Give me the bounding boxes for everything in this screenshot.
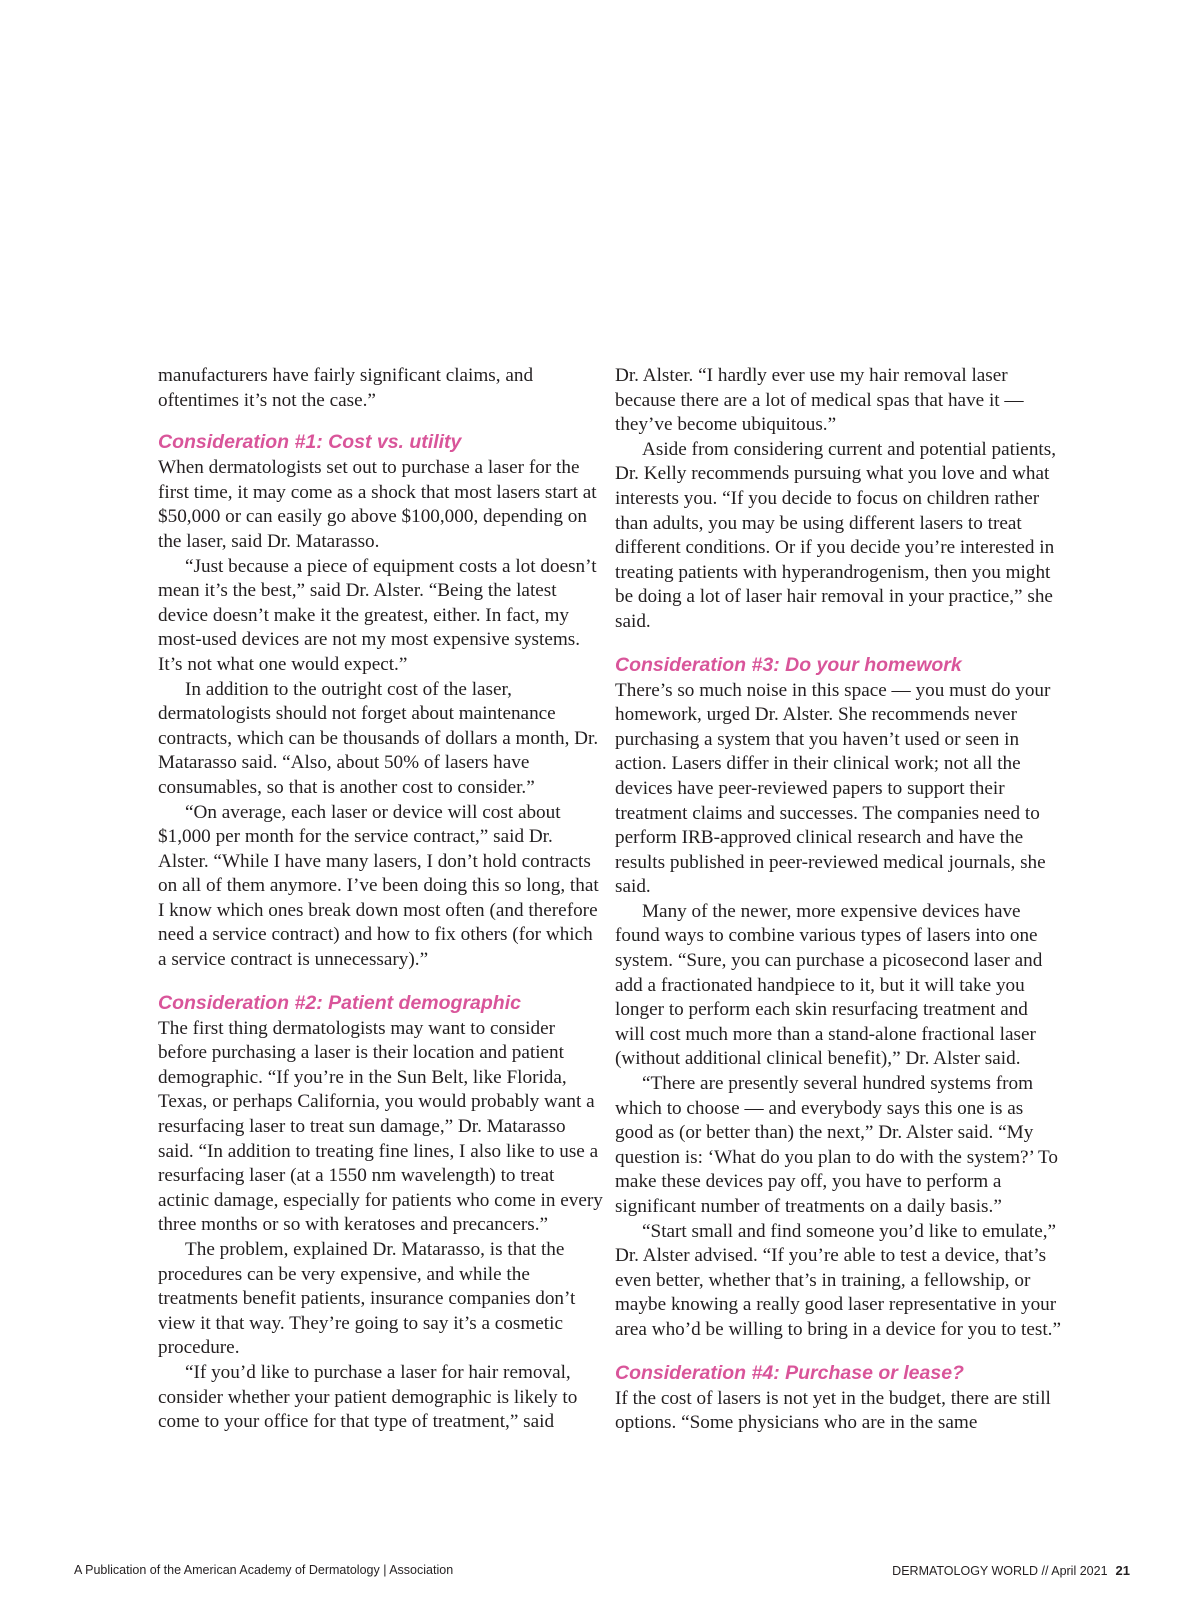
body-paragraph: When dermatologists set out to purchase a laser for the first time, it may come as a shock that most lasers start at $50,000 or can easily go above $100,000, depending on the laser, said Dr. Matarasso. xyxy=(158,457,597,552)
body-paragraph: The problem, explained Dr. Matarasso, is that the procedures can be very expensive, and while the treatments benefit patients, insurance companies don’t view it that way. They’re going to say it’s a cosmetic procedure. xyxy=(158,1239,576,1359)
heading-consideration-4: Consideration #4: Purchase or lease? xyxy=(615,1361,964,1384)
right-column xyxy=(615,364,1061,1436)
body-paragraph: If the cost of lasers is not yet in the budget, there are still options. “Some physicians who are in the same xyxy=(615,1387,1051,1434)
footer-publication: A Publication of the American Academy of Dermatology | Association xyxy=(74,1563,454,1577)
body-paragraph: In addition to the outright cost of the laser, dermatologists should not forget about maintenance contracts, which can be thousands of dollars a month, Dr. Matarasso said. “Also, about 50% of lasers have consumables, so that is another cost to consider.” xyxy=(158,678,599,798)
body-paragraph: “There are presently several hundred systems from which to choose — and everybody says this one is as good as (or better than) the next,” Dr. Alster said. “My question is: ‘What do you plan to do with the system?’ To make these devices pay off, you have to perform a significant number of treatments on a daily basis.” xyxy=(615,1073,1058,1217)
continued-paragraph: Dr. Alster. “I hardly ever use my hair removal laser because there are a lot of medical spas that have it — they’ve become ubiquitous.” xyxy=(615,365,1024,436)
body-paragraph: The first thing dermatologists may want to consider before purchasing a laser is their location and patient demographic. “If you’re in the Sun Belt, like Florida, Texas, or perhaps California, you would probably want a resurfacing laser to treat sun damage,” Dr. Matarasso said. “In addition to treating fine lines, I also like to use a resurfacing laser (at a 1550 nm wavelength) to treat actinic damage, especially for patients who come in every three months or so with keratoses and precancers.” xyxy=(158,1017,603,1236)
continued-paragraph: manufacturers have fairly significant claims, and oftentimes it’s not the case.” xyxy=(158,365,534,411)
body-paragraph: “Start small and find someone you’d like to emulate,” Dr. Alster advised. “If you’re able to test a device, that’s even better, whether that’s in training, a fellowship, or maybe knowing a really good laser representative in your area who’d be willing to bring in a device for you to test.” xyxy=(615,1220,1061,1340)
footer-magazine-issue: DERMATOLOGY WORLD // April 2021 xyxy=(892,1564,1108,1578)
heading-consideration-3: Consideration #3: Do your homework xyxy=(615,653,962,676)
heading-consideration-2: Consideration #2: Patient demographic xyxy=(158,991,521,1014)
heading-consideration-1: Consideration #1: Cost vs. utility xyxy=(158,431,462,454)
body-paragraph: Many of the newer, more expensive devices have found ways to combine various types of lasers into one system. “Sure, you can purchase a picosecond laser and add a fractionated handpiece to it, but it will take you longer to perform each skin resurfacing treatment and will cost much more than a stand-alone fractional laser (without additional clinical benefit),” Dr. Alster said. xyxy=(615,900,1043,1070)
body-paragraph: Aside from considering current and potential patients, Dr. Kelly recommends pursuing what you love and what interests you. “If you decide to focus on children rather than adults, you may be using different lasers to treat different conditions. Or if you decide you’re interested in treating patients with hyperandrogenism, then you might be doing a lot of laser hair removal in your practice,” she said. xyxy=(615,438,1057,632)
footer-magazine xyxy=(892,1563,1130,1578)
left-column xyxy=(158,364,604,1435)
body-paragraph: There’s so much noise in this space — you must do your homework, urged Dr. Alster. She recommends never purchasing a system that you haven’t used or seen in action. Lasers differ in their clinical work; not all the devices have peer-reviewed papers to support their treatment claims and successes. The companies need to perform IRB-approved clinical research and have the results published in peer-reviewed medical journals, she said. xyxy=(615,679,1051,898)
page-number: 21 xyxy=(1115,1563,1130,1578)
body-paragraph: “If you’d like to purchase a laser for hair removal, consider whether your patient demographic is likely to come to your office for that type of treatment,” said xyxy=(158,1361,578,1433)
body-paragraph: “On average, each laser or device will cost about $1,000 per month for the service contract,” said Dr. Alster. “While I have many lasers, I don’t hold contracts on all of them anymore. I’ve been doing this so long, that I know which ones break down most often (and therefore need a service contract) and how to fix others (for which a service contract is unnecessary).” xyxy=(158,801,599,971)
body-paragraph: “Just because a piece of equipment costs a lot doesn’t mean it’s the best,” said Dr. Alster. “Being the latest device doesn’t make it the greatest, either. In fact, my most-used devices are not my most expensive systems. It’s not what one would expect.” xyxy=(158,555,597,675)
